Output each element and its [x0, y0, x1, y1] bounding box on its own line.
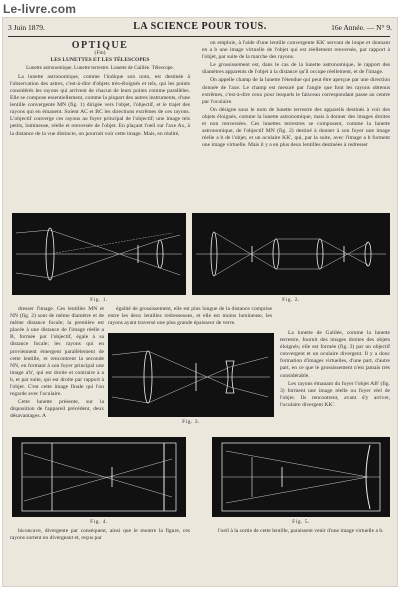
paragraph: dresser l'image. Ces lentilles MN et NN (fig. 2) sont de même diamètre et de même distance focale; la première est placée à une distance de l'image réelle a B, formée par l'objectif, égale à sa distance focale; les rayons qui en proviennent émergent parallèlement de cette lentille, et rencontrent la seconde NN, en formant à son foyer principal une image a'b', qui est droite et contraire à a b, et par suite, qui est droite par rapport à l'objet. C'est cette image finale qui l'on regarde avec l'oculaire.	[10, 306, 104, 398]
figure-4-caption: Fig. 4.	[90, 519, 108, 525]
issue-number: 16e Année. — N° 9.	[331, 23, 392, 32]
watermark: Le-livre.com	[3, 2, 77, 16]
figure-5-diagram	[212, 437, 390, 517]
paragraph: égalité de grossissement, elle est plus longue de la distance comprise entre les deux lentilles redresseuses, et elle est moins lumineuse, les rayons ayant traversé une plus grande épaisseur de verre.	[108, 306, 272, 327]
figure-3-diagram	[108, 333, 274, 417]
paragraph: biconcave, divergente par conséquent, ainsi que le montre la figure, ces rayons sortent en divergeant et, reçus par	[10, 528, 190, 542]
figure-5	[212, 437, 390, 517]
paragraph: La lunette astronomique, comme l'indique son nom, est destinée à l'observation des astres, c'est-à-dire d'objets très-éloignés et tels, qui les points considérés les rayons qui arrivent de chacun de leurs points comme parallèles. Elle se compose essentiellement, comme la plupart des autres instruments, d'une lentille convergente MN (fig. 1) dirigée vers l'objet, l'objectif, et le trajet des rayons qui en émanent. Soient AC et BC les directions extrêmes de ces rayons. L'objectif converge ces rayons au foyer principal de l'objectif; une image tels petits, lumineuse, réelle et renversée de l'objet. En plaçant l'oeil sur l'axe Ax, à la distance de la vue distincte, on pourrait voir cette image. Mais, en réalité,	[10, 73, 190, 137]
figure-1-caption: Fig. 1.	[90, 297, 108, 303]
article-subtitle: (Fin)	[94, 50, 106, 57]
figure-5-caption: Fig. 5.	[292, 519, 310, 525]
column-left-middle	[10, 306, 104, 434]
column-right-bottom	[210, 528, 390, 558]
figure-2-caption: Fig. 2.	[282, 297, 300, 303]
section-heading: LES LUNETTES ET LES TÉLESCOPES	[50, 57, 150, 64]
paragraph: on emploie, à l'aide d'une lentille convergente KK' servant de loupe et donnant en a b une image virtuelle de l'objet qui est réellement renversée, par rapport à l'objet, par suite de la marche des rayons.	[202, 40, 390, 61]
paragraph: La lunette de Galilée, comme la lunette terrestre, fournit des images droites des objets éloignés; elle est formée (fig. 3) par un objectif convergent et un oculaire divergent. Il y a donc formation d'images virtuelles, d'une part, d'autre part, en ce que le grossissement n'est jamais très considérable.	[280, 330, 390, 379]
paragraph: On désigne sous le nom de lunette terrestre des appareils destinés à voir des objets éloignés, comme la lunette astronomique, mais à donner des images droites et non renversées. Ces lunettes terrestres se composent, comme la lunette astronomique, de l'objectif MN (fig. 2) destiné à donner à son foyer une image réelle a b de l'objet, et un oculaire KK', qui, par la suite, avec l'image a b forment une image virtuelle. Mais il y a en plus deux lentilles destinées à redresser	[202, 106, 390, 149]
column-center-middle	[108, 306, 272, 330]
paragraph: Les rayons émanant du foyer l'objet AB' (fig. 3) forment une image réelle ou foyer réel de l'objet. Ils rencontrent, avant d'y arriver, l'oculaire divergent KK'.	[280, 380, 390, 408]
column-right-middle	[280, 330, 390, 434]
figure-4-diagram	[12, 437, 186, 517]
issue-date: 3 Juin 1879.	[8, 23, 45, 32]
column-right-top	[202, 40, 390, 210]
column-left-bottom	[10, 528, 190, 558]
figure-2-diagram	[192, 213, 390, 295]
journal-title: LA SCIENCE POUR TOUS.	[133, 21, 267, 32]
figure-1	[12, 213, 186, 295]
page-header	[6, 21, 394, 35]
column-left-top	[10, 40, 190, 210]
paragraph: Le grossissement est, dans le cas de la lunette astronomique, le rapport des diamètres apparents de l'objet à la distance qu'il occupe réellement, et de l'image.	[202, 62, 390, 76]
figure-4	[12, 437, 186, 517]
figure-1-diagram	[12, 213, 186, 295]
figure-3-caption: Fig. 3.	[182, 419, 200, 425]
section-summary: Lunette astronomique. Lunette terrestre. Lunette de Galilée. Télescope.	[26, 65, 174, 72]
paragraph: l'oeil à la sortie de cette lentille, paraissent venir d'une image virtuelle a b.	[218, 528, 384, 534]
paragraph: Cette lunette présente, sur la disposition de l'appareil précédent, deux désavantages. A	[10, 399, 104, 420]
paragraph: On appelle champ de la lunette l'étendue qui peut être aperçue par une direction donnée de l'axe. Le champ est mesuré par l'angle que font les rayons obtenus extrêmes, c'est-à-dire ceux pour lesquels le faisceau correspondant passe au centre par l'oculaire.	[202, 77, 390, 105]
figure-3	[108, 333, 274, 417]
article-title: OPTIQUE	[71, 40, 129, 51]
header-rule	[8, 36, 390, 37]
figure-2	[192, 213, 390, 295]
